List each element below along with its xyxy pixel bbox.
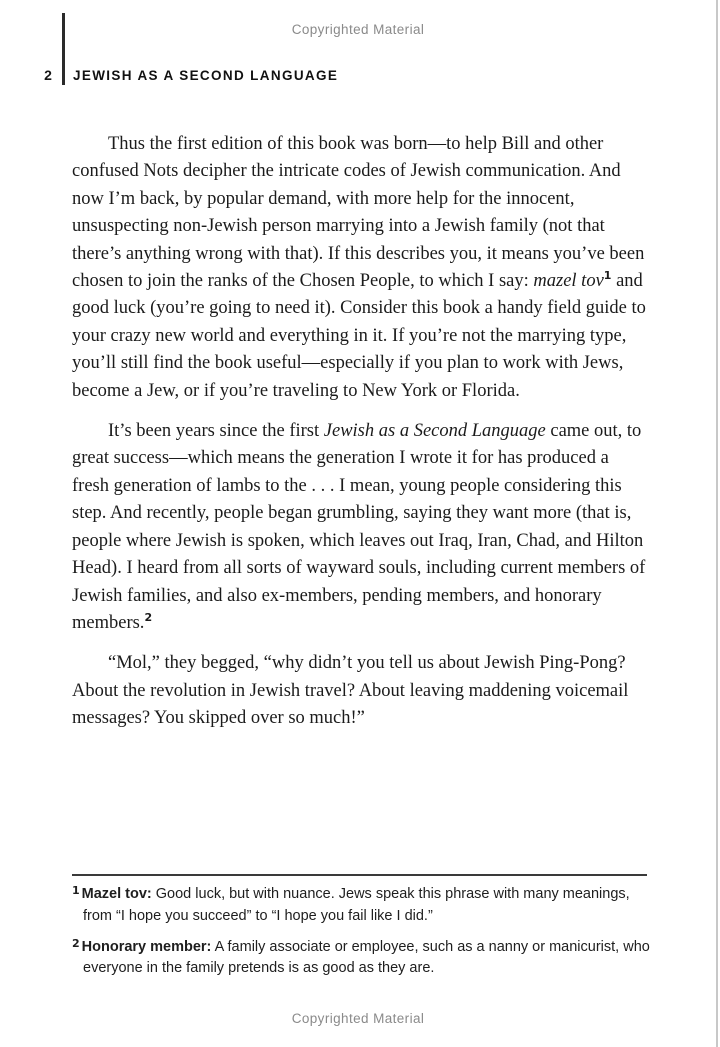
footnote-reference-superscript: 1 (603, 268, 612, 282)
page-scan-edge-line (716, 0, 718, 1047)
running-head-book-title: JEWISH AS A SECOND LANGUAGE (73, 68, 339, 83)
text-segment: came out, to great success—which means the generation I wrote it for has produced a fresh generation of lambs to the . . . I mean, young people considering this step. And recently, people began grumbling, saying they want more (that is, people where Jewish is spoken, which leaves out Iraq, Iran, Chad, and Hilton Head). I heard from all sorts of wayward souls, including current members of Jewish families, and also ex-members, pending members, and honorary members. (72, 421, 646, 633)
body-paragraph (72, 418, 650, 637)
body-paragraph (72, 650, 650, 732)
header-vertical-rule (62, 13, 65, 85)
text-segment: “Mol,” they begged, “why didn’t you tell us about Jewish Ping-Pong? About the revolution in Jewish travel? About leaving maddening voicemail messages? You skipped over so much!” (72, 653, 629, 729)
page-number: 2 (44, 67, 52, 83)
footnote-separator-rule (72, 874, 647, 876)
footnote-marker-1: 1 (72, 884, 80, 897)
text-segment: Jewish as a Second Language (323, 421, 546, 442)
copyright-watermark-top: Copyrighted Material (291, 22, 425, 37)
footnote-item (72, 937, 652, 981)
text-segment: It’s been years since the first (108, 421, 324, 442)
footnote-marker-2: 2 (72, 936, 80, 950)
footnote-reference-superscript: 2 (144, 610, 153, 624)
footnote-item (72, 884, 652, 928)
body-paragraph (72, 131, 650, 405)
text-segment: Thus the first edition of this book was born—to help Bill and other confused Nots decipher the intricate codes of Jewish communication. And now I’m back, by popular demand, with more help for the innocent, unsuspecting non-Jewish person marrying into a Jewish family (not that there’s anything wrong with that). If this describes you, it means you’ve been chosen to join the ranks of the Chosen People, to which I say: (72, 134, 645, 292)
footnotes-block (72, 884, 652, 989)
text-segment: and good luck (you’re going to need it). Consider this book a handy field guide to your crazy new world and everything in it. If you’re not the marrying type, you’ll still find the book useful—especially if you plan to work with Jews, become a Jew, or if you’re traveling to New York or Florida. (72, 271, 646, 401)
footnote-term: Honorary member: (81, 938, 212, 955)
footnote-term: Mazel tov: (81, 886, 152, 902)
footnote-definition: Good luck, but with nuance. Jews speak this phrase with many meanings, from “I hope you succeed” to “I hope you fail like I did.” (83, 886, 630, 924)
footnote-definition: A family associate or employee, such as a nanny or manicurist, who everyone in the family pretends is as good as they are. (83, 938, 650, 977)
body-text-block (72, 131, 650, 746)
copyright-watermark-bottom: Copyrighted Material (291, 1011, 425, 1026)
text-segment: mazel tov (533, 271, 604, 292)
